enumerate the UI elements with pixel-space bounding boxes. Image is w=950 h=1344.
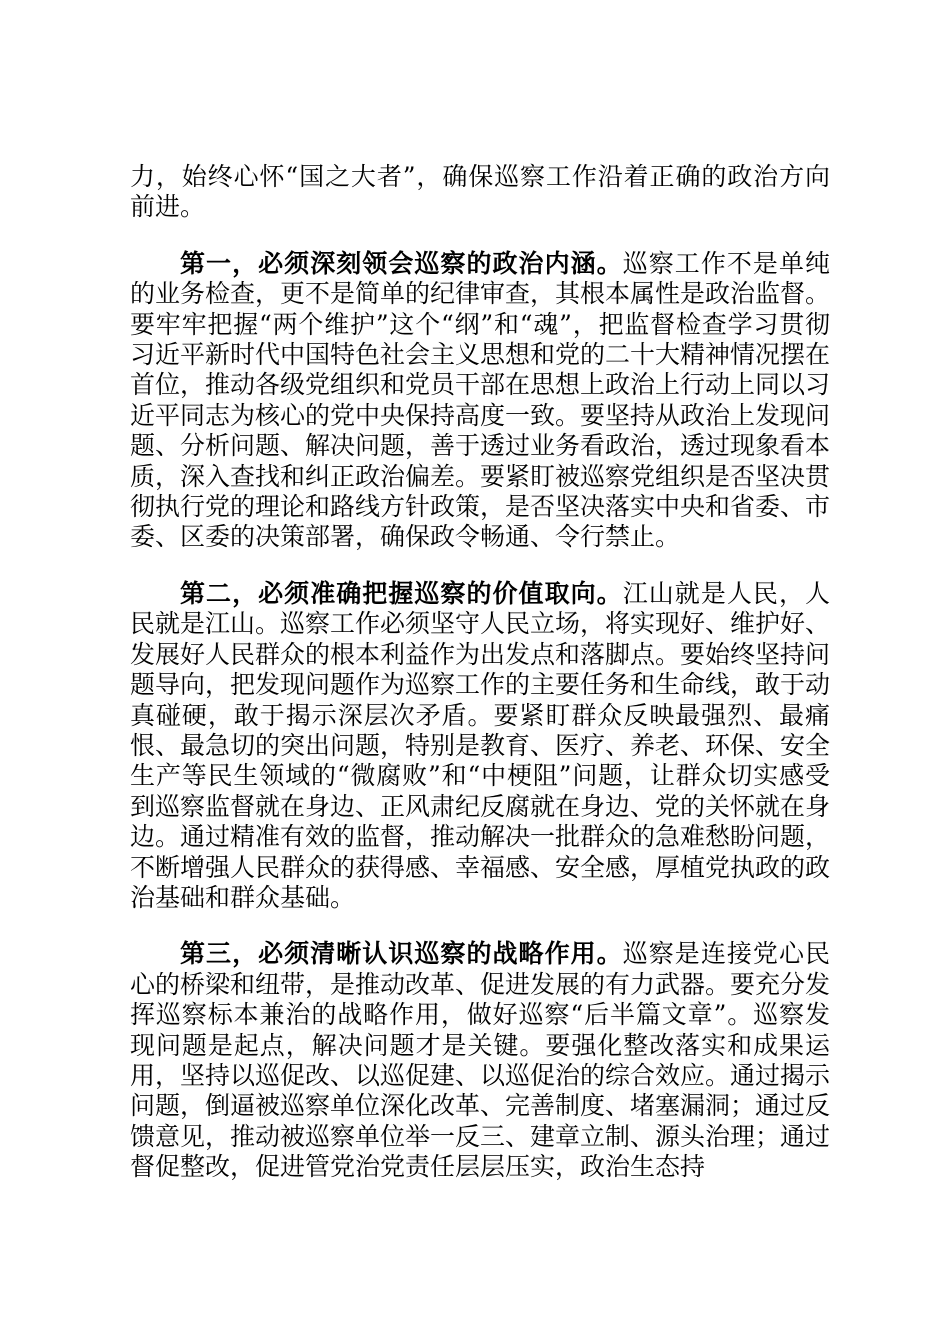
paragraph-second-point (130, 579, 830, 913)
paragraph-body: 巡察是连接党心民心的桥梁和纽带，是推动改革、促进发展的有力武器。要充分发挥巡察标本兼治的战略作用，做好巡察“后半篇文章”。巡察发现问题是起点，解决问题才是关键。要强化整改落实和成果运用，坚持以巡促改、以巡促建、以巡促治的综合效应。通过揭示问题，倒逼被巡察单位深化改革、完善制度、堵塞漏洞；通过反馈意见，推动被巡察单位举一反三、建章立制、源头治理；通过督促整改，促进管党治党责任层层压实，政治生态持 (130, 939, 831, 1182)
paragraph-heading: 第三，必须清晰认识巡察的战略作用。 (180, 939, 623, 969)
paragraph-heading: 第一，必须深刻领会巡察的政治内涵。 (180, 248, 623, 278)
paragraph-body: 力，始终心怀“国之大者”，确保巡察工作沿着正确的政治方向前进。 (130, 162, 830, 222)
paragraph-continuation (130, 162, 830, 223)
paragraph-body: 巡察工作不是单纯的业务检查，更不是简单的纪律审查，其根本属性是政治监督。要牢牢把握“两个维护”这个“纲”和“魂”，把监督检查学习贯彻习近平新时代中国特色社会主义思想和党的二十大精神情况摆在首位，推动各级党组织和党员干部在思想上政治上行动上同以习近平同志为核心的党中央保持高度一致。要坚持从政治上发现问题、分析问题、解决问题，善于透过业务看政治，透过现象看本质，深入查找和纠正政治偏差。要紧盯被巡察党组织是否坚决贯彻执行党的理论和路线方针政策，是否坚决落实中央和省委、市委、区委的决策部署，确保政令畅通、令行禁止。 (130, 248, 831, 552)
paragraph-heading: 第二，必须准确把握巡察的价值取向。 (180, 578, 623, 608)
paragraph-third-point (130, 939, 830, 1182)
paragraph-first-point (130, 249, 830, 553)
document-page (130, 162, 830, 1183)
paragraph-body: 江山就是人民，人民就是江山。巡察工作必须坚守人民立场，将实现好、维护好、发展好人民群众的根本利益作为出发点和落脚点。要始终坚持问题导向，把发现问题作为巡察工作的主要任务和生命线，敢于动真碰硬，敢于揭示深层次矛盾。要紧盯群众反映最强烈、最痛恨、最急切的突出问题，特别是教育、医疗、养老、环保、安全生产等民生领域的“微腐败”和“中梗阻”问题，让群众切实感受到巡察监督就在身边、正风肃纪反腐就在身边、党的关怀就在身边。通过精准有效的监督，推动解决一批群众的急难愁盼问题，不断增强人民群众的获得感、幸福感、安全感，厚植党执政的政治基础和群众基础。 (130, 578, 831, 912)
